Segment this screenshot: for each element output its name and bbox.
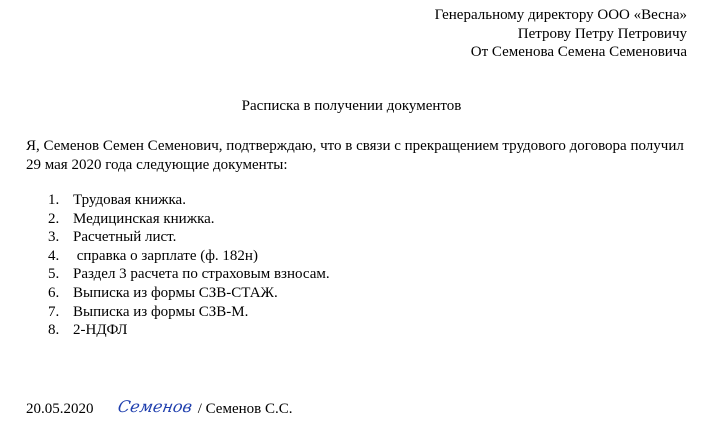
list-item (26, 228, 330, 247)
list-item-text: Трудовая книжка. (73, 192, 186, 208)
list-item-number: 3. (48, 229, 60, 246)
documents-list (26, 191, 330, 340)
list-item-text: Медицинская книжка. (73, 210, 215, 227)
list-item-text: 2-НДФЛ (73, 322, 128, 339)
list-item-text: Раздел 3 расчета по страховым взносам. (73, 266, 330, 283)
list-item-number: 2. (48, 210, 60, 227)
signature-separator: / (193, 401, 206, 417)
list-item-text: Расчетный лист. (73, 229, 177, 246)
list-item (26, 191, 330, 210)
list-item-number: 1. (48, 192, 60, 208)
addressee-block (435, 6, 687, 62)
list-item-number: 7. (48, 303, 60, 320)
list-item (26, 284, 330, 303)
list-item-text: Выписка из формы СЗВ-М. (73, 303, 249, 320)
document-title: Расписка в получении документов (241, 98, 462, 114)
handwritten-signature: Семенов (116, 397, 194, 416)
list-item-text: Выписка из формы СЗВ-СТАЖ. (73, 284, 278, 301)
list-item-number: 8. (48, 322, 60, 339)
list-item (26, 303, 330, 322)
signing-date: 20.05.2020 (26, 401, 94, 417)
list-item-number: 6. (48, 284, 60, 301)
list-item (26, 247, 330, 266)
list-item-text: справка о зарплате (ф. 182н) (73, 247, 258, 264)
list-item (26, 210, 330, 229)
signature-line (26, 398, 292, 419)
addressee-line-2: Петрову Петру Петровичу (517, 25, 687, 42)
signer-name: Семенов С.С. (205, 401, 293, 417)
list-item (26, 265, 330, 284)
intro-paragraph: Я, Семенов Семен Семенович, подтверждаю, что в связи с прекращением трудового договора получил 29 мая 2020 года следующие документы: (26, 138, 684, 173)
list-item-number: 5. (48, 266, 60, 283)
addressee-line-1: Генеральному директору ООО «Весна» (434, 7, 687, 23)
list-item-number: 4. (48, 247, 60, 264)
addressee-line-3: От Семенова Семена Семеновича (470, 44, 687, 60)
list-item (26, 321, 330, 340)
